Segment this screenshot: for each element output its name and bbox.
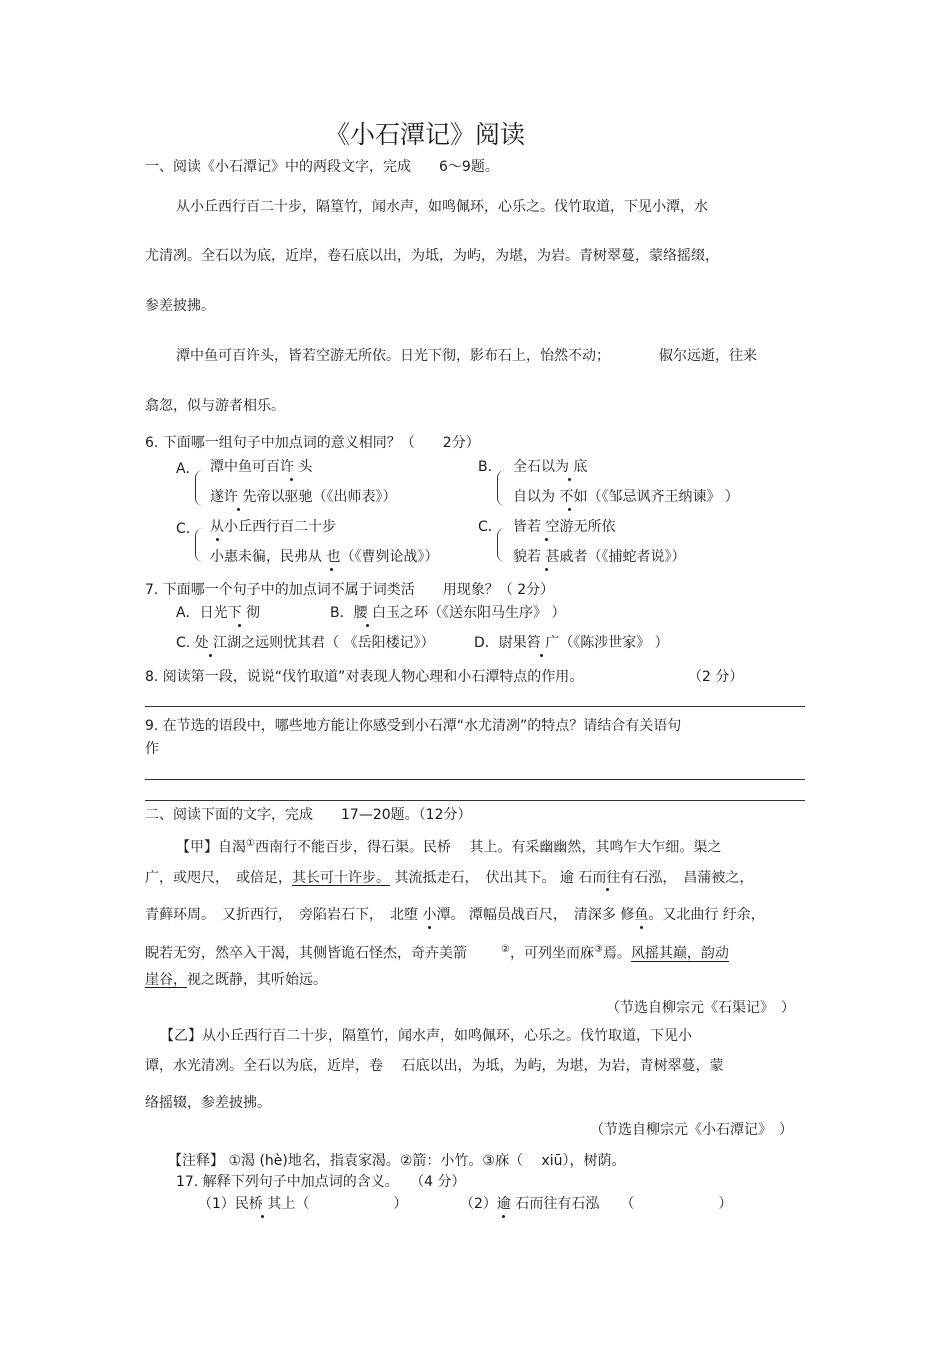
emphasis-dot [428,926,431,929]
passage1-line2: 尤清冽。全石以为底，近岸，卷石底以出，为坻，为屿，为堪，为岩。青树翠蔓，蒙络摇缀， [145,248,719,264]
q6-option-a-line2: 遂许 先帝以驱驰（《出师表》） [210,489,397,505]
jia-line2-text-b: 其流抵走石， 伏出其下。 逾 石而往有石泓， 昌蒲被之， [390,870,754,886]
section1-intro: 一、阅读《小石潭记》中的两段文字，完成 6～9题。 [145,159,499,175]
q8-score: （2 分） [688,669,744,685]
jia-underlined-sentence-1: 其长可十许步。 [292,870,390,886]
emphasis-dot [261,1215,264,1218]
passage1-line1: 从小丘西行百二十步，隔篁竹，闻水声，如鸣佩环，心乐之。伐竹取道，下见小潭，水 [176,199,708,215]
yi-line2: 谭，水光清冽。全石以为底，近岸，卷 石底以出，为坻，为屿，为堪，为岩，青树翠蔓，蒙 [145,1058,724,1074]
emphasis-dot [237,508,240,511]
emphasis-dot [238,624,241,627]
emphasis-dot [216,538,219,541]
yi-source: （节选自柳宗元《小石潭记》 ） [590,1122,793,1138]
passage1-line3: 参差披拂。 [145,298,215,314]
emphasis-dot [540,654,543,657]
emphasis-dot [330,568,333,571]
section2-intro: 二、阅读下面的文字，完成 17—20题。（12分） [145,807,472,823]
emphasis-dot [545,538,548,541]
emphasis-dot [290,478,293,481]
q7-option-c: C. 处 江湖之远则忧其君（ 《岳阳楼记》） [176,635,435,651]
jia-line1 [176,835,721,857]
q6-option-a-brace [195,470,205,506]
jia-line4-text-a: 睨若无穷，然卒入干渴，其侧皆诡石怪杰，奇卉美箭 [145,945,467,962]
page-title: 《小石潭记》阅读 [325,120,526,149]
q6-option-d-line1: 皆若 空游无所依 [513,519,616,535]
jia-underlined-sentence-2b: 崖谷， [145,972,187,988]
q6-option-a-label: A． [176,461,200,477]
yi-line3: 络摇辍，参差披拂。 [145,1095,271,1111]
q6-option-c-line1: 从小丘西行百二十步 [210,519,336,535]
q6-option-b-line2: 自以为 不如（《邹忌讽齐王纳谏》 ） [513,489,739,505]
jia-source: （节选自柳宗元《石渠记》 ） [606,1000,795,1016]
q6-stem: 6. 下面哪一组句子中加点词的意义相同？（ 2分） [145,435,480,451]
q6-option-c-brace [195,528,205,562]
emphasis-dot [568,478,571,481]
jia-line2-text-a: 广，或咫尺， 或倍足， [145,870,292,886]
footnote-1-mark: ① [246,838,255,849]
footnote-2-mark: ② [501,944,510,955]
q8-answer-line[interactable] [145,706,805,707]
jia-line3: 青藓环周。 又折西行， 旁陷岩石下， 北堕 小潭。 潭幅员战百尺， 清深多 修鱼。又北曲行 纡余， [145,907,765,923]
emphasis-dot [366,624,369,627]
emphasis-dot [568,508,571,511]
q6-option-a-line1: 潭中鱼可百许 头 [210,459,313,475]
emphasis-dot [209,654,212,657]
q9-stem-line1: 9. 在节选的语段中，哪些地方能让你感受到小石潭“水尤清冽”的特点？请结合有关语句 [145,718,682,734]
emphasis-dot [545,568,548,571]
q6-option-b-line1: 全石以为 底 [513,459,588,475]
q7-stem: 7. 下面哪一个句子中的加点词不属于词类活 用现象？（ 2分） [145,582,555,598]
jia-underlined-sentence-2a: 风摇其巅，韵动 [630,945,729,962]
q17-item2[interactable]: （2）逾 石而往有石泓 （ ） [460,1196,733,1212]
emphasis-dot [502,1215,505,1218]
passage2-line2: 翕忽，似与游者相乐。 [145,398,285,414]
jia-line4 [145,941,729,963]
q8-stem: 8. 阅读第一段，说说“伐竹取道”对表现人物心理和小石潭特点的作用。 [145,669,584,685]
q6-option-d-brace [497,528,507,562]
q6-option-b-brace [497,470,507,506]
notes: 【注释】 ①渴 (hè)地名，指袁家渴。②箭：小竹。③庥（ xiū），树荫。 [168,1153,626,1169]
q6-option-c-label: C． [176,521,200,537]
q6-option-d-label: C． [478,519,502,535]
q9-stem-line2: 作 [145,741,159,757]
emphasis-dot [606,888,609,891]
q9-answer-line-1[interactable] [145,779,805,780]
q17-stem: 17. 解释下列句子中加点词的含义。 （4 分） [176,1174,466,1190]
q9-answer-line-2[interactable] [145,800,805,801]
passage2-line1: 潭中鱼可百许头，皆若空游无所依。日光下彻，影布石上，怡然不动； 俶尔远逝，往来 [176,348,757,364]
jia-line5 [145,971,327,989]
jia-line2 [145,869,753,887]
q7-option-a: A．日光下 彻 [176,605,261,621]
q6-option-b-label: B． [478,459,502,475]
q6-option-c-line2: 小惠未徧，民弗从 也（《曹刿论战》） [210,549,439,565]
q17-item1[interactable]: （1）民桥 其上（ ） [198,1196,408,1212]
footnote-3-mark: ③ [593,944,603,955]
yi-line1: 【乙】从小丘西行百二十步，隔篁竹，闻水声，如鸣佩环，心乐之。伐竹取道，下见小 [160,1028,692,1044]
q7-option-d: D．尉果笞 广（《陈涉世家》 ） [474,635,669,651]
jia-line1-text-b: 西南行不能百步，得石渠。民桥 其上。有采幽幽然，其鸣乍大乍细。渠之 [254,839,722,856]
jia-line4-text-c: 焉。 [602,945,631,962]
q7-option-b: B．腰 白玉之环（《送东阳马生序》 ） [330,605,566,621]
jia-line1-text-a: 【甲】自渴 [176,839,246,856]
emphasis-dot [640,926,643,929]
jia-line5-text: 视之既静，其听始远。 [187,972,327,988]
q6-option-d-line2: 貌若 甚戚者（《捕蛇者说》） [513,549,686,565]
jia-line4-text-b: ，可列坐而庥 [509,945,594,962]
